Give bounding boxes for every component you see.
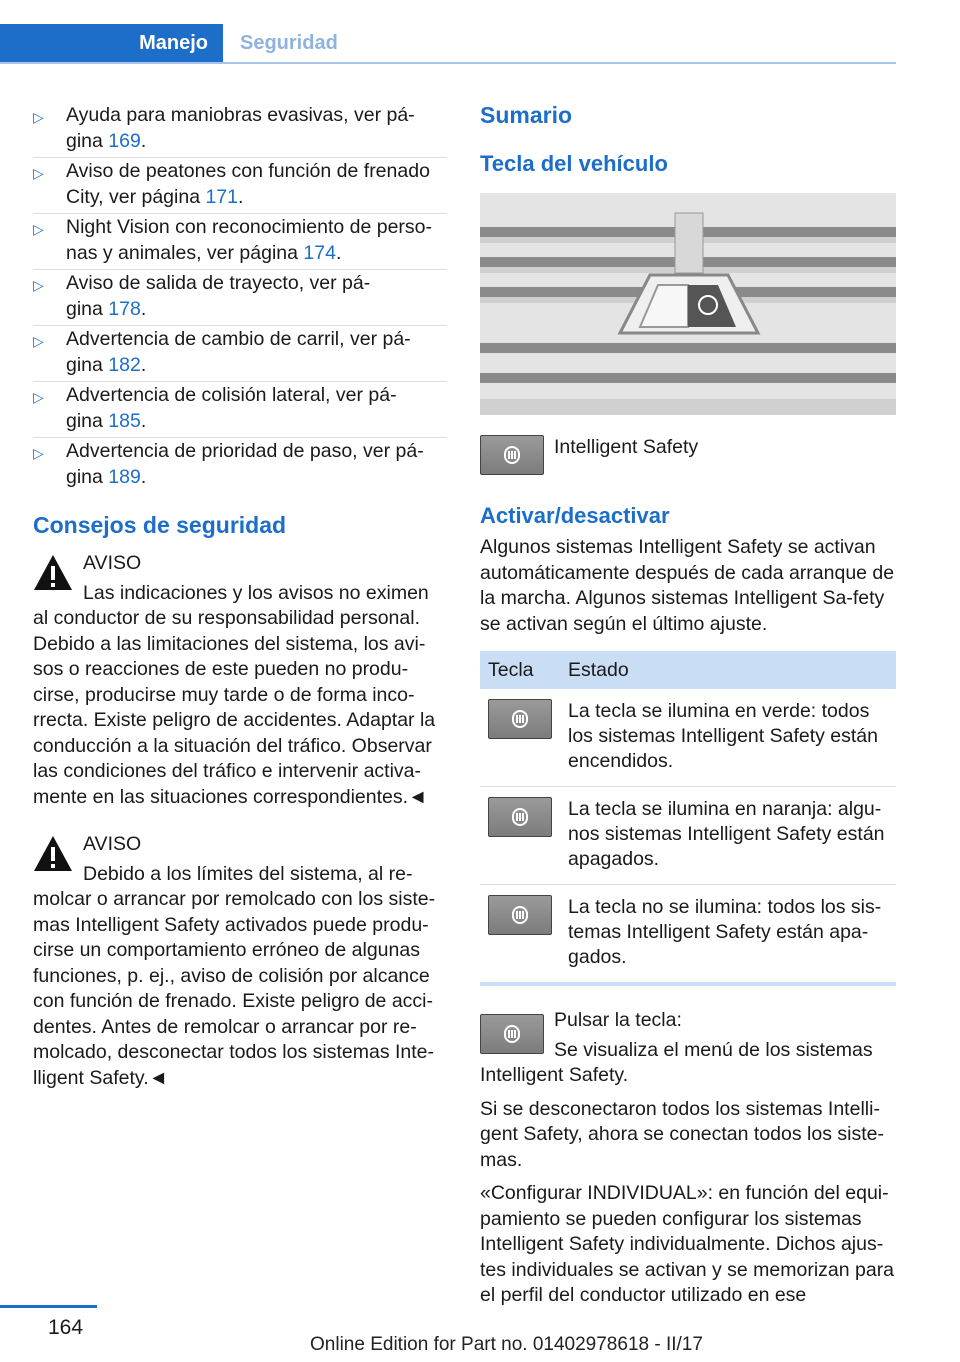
intelligent-safety-key-icon (488, 797, 552, 837)
page-link[interactable]: 174 (303, 242, 336, 264)
chapter-tabs (0, 24, 896, 64)
bullet-triangle-icon: ▷ (33, 277, 44, 293)
bullet-triangle-icon: ▷ (33, 221, 44, 237)
table-header: Tecla (480, 651, 560, 689)
table-cell: La tecla no se ilumina: todos los sis-temas Intelligent Safety están apa-gados. (560, 885, 896, 985)
page-link[interactable]: 182 (108, 354, 141, 376)
warning-first-line: Las indicaciones y los avisos no eximen (83, 581, 429, 604)
activate-text: Algunos sistemas Intelligent Safety se activan automáticamente después de cada arranque de la marcha. Algunos sistemas Intelligent Sa-fety se activan según el último ajuste. (480, 536, 895, 635)
list-item: ▷ Night Vision con reconocimiento de perso- nas y animales, ver página 174. (33, 214, 445, 266)
press-title: Pulsar la tecla: (554, 1009, 682, 1031)
list-item: ▷ Advertencia de cambio de carril, ver pá- gina 182. (33, 326, 445, 378)
warning-text: al conductor de su responsabilidad personal. Debido a las limitaciones del sistema, los avi-sos o reacciones de este pueden no produ-cirse, producirse muy tarde o de forma inco-rrecta. Existe peligro de accidentes. Adaptar la conducción a la situación del tráfico. Observar las condiciones del tráfico e intervenir activa-mente en las situaciones correspondientes.◄ (33, 607, 436, 808)
paragraph: «Configurar INDIVIDUAL»: en función del equi-pamiento se pueden configurar los sistemas Intelligent Safety individualmente. Dichos ajus-tes individuales se activan y se memorizan para el perfil del conductor utilizado en ese (480, 1182, 895, 1306)
list-item: ▷ Aviso de salida de trayecto, ver pá- gina 178. (33, 270, 445, 322)
bullet-triangle-icon: ▷ (33, 445, 44, 461)
table-row (480, 787, 896, 885)
list-item: ▷ Aviso de peatones con función de frenado City, ver página 171. (33, 158, 445, 210)
intelligent-safety-key-icon (488, 699, 552, 739)
warning-first-line: Debido a los límites del sistema, al re- (83, 862, 413, 885)
tab-manejo[interactable]: Manejo (0, 24, 223, 62)
key-legend (480, 435, 896, 479)
section-title: Consejos de seguridad (33, 512, 287, 538)
intelligent-safety-key-icon (480, 1014, 544, 1054)
list-item: ▷ Ayuda para maniobras evasivas, ver pá- gina 169. (33, 102, 445, 154)
warning-block (33, 832, 445, 1091)
table-row (480, 689, 896, 787)
grille-image (480, 193, 896, 415)
paragraph: Si se desconectaron todos los sistemas Intelli-gent Safety, ahora se conectan todos los siste-mas. (480, 1097, 884, 1171)
tab-seguridad[interactable]: Seguridad (240, 32, 338, 54)
bullet-text: Ayuda para maniobras evasivas, ver pá- gina (66, 104, 415, 152)
key-status-table (480, 651, 896, 986)
page-link[interactable]: 171 (205, 186, 238, 208)
footer-rule (0, 1305, 97, 1308)
page-link[interactable]: 178 (108, 298, 141, 320)
bullet-text: Advertencia de cambio de carril, ver pá- gina (66, 328, 411, 376)
page-link[interactable]: 189 (108, 466, 141, 488)
table-row (480, 885, 896, 985)
page-link[interactable]: 169 (108, 130, 141, 152)
bullet-text: Advertencia de colisión lateral, ver pá- gina (66, 384, 397, 432)
bullet-triangle-icon: ▷ (33, 165, 44, 181)
vehicle-key-photo (480, 193, 896, 415)
list-item: ▷ Advertencia de colisión lateral, ver pá- gina 185. (33, 382, 445, 434)
press-first-line: Se visualiza el menú de los sistemas (554, 1038, 873, 1061)
warning-triangle-icon (33, 834, 73, 874)
left-column (33, 102, 445, 1091)
press-key-block (480, 1008, 896, 1089)
list-item: ▷ Advertencia de prioridad de paso, ver pá- gina 189. (33, 440, 424, 488)
subsection-title: Activar/desactivar (480, 503, 670, 528)
page-link[interactable]: 185 (108, 410, 141, 432)
press-rest: Intelligent Safety. (480, 1064, 629, 1086)
warning-text: molcar o arrancar por remolcado con los siste-mas Intelligent Safety activados puede produ-cirse un comportamiento erróneo de algunas funciones, p. ej., aviso de colisión por alcance con función de frenado. Existe peligro de acci-dentes. Antes de remolcar o arrancar por re-molcado, desconectar todos los sistemas Inte-lligent Safety.◄ (33, 888, 436, 1089)
section-title: Sumario (480, 102, 573, 128)
edition-note: Online Edition for Part no. 01402978618 - II/17 (310, 1334, 703, 1355)
bullet-text: Aviso de salida de trayecto, ver pá- gina (66, 272, 371, 320)
warning-triangle-icon (33, 553, 73, 593)
bullet-triangle-icon: ▷ (33, 333, 44, 349)
table-cell: La tecla se ilumina en naranja: algu-nos sistemas Intelligent Safety están apagados. (560, 787, 896, 885)
system-list (33, 102, 445, 490)
page-number: 164 (48, 1316, 84, 1339)
bullet-text: Night Vision con reconocimiento de perso- nas y animales, ver página (66, 216, 433, 264)
subsection-title: Tecla del vehículo (480, 151, 668, 176)
table-header: Estado (560, 651, 896, 689)
warning-block (33, 551, 445, 810)
bullet-text: Aviso de peatones con función de frenado City, ver página (66, 160, 430, 208)
key-label: Intelligent Safety (554, 436, 699, 458)
bullet-text: Advertencia de prioridad de paso, ver pá- gina (66, 440, 424, 488)
warning-title: AVISO (83, 552, 142, 574)
right-column (480, 102, 896, 1309)
bullet-triangle-icon: ▷ (33, 109, 44, 125)
bullet-triangle-icon: ▷ (33, 389, 44, 405)
warning-title: AVISO (83, 833, 142, 855)
table-cell: La tecla se ilumina en verde: todos los sistemas Intelligent Safety están encendidos. (560, 689, 896, 787)
intelligent-safety-key-icon (480, 435, 544, 475)
intelligent-safety-key-icon (488, 895, 552, 935)
